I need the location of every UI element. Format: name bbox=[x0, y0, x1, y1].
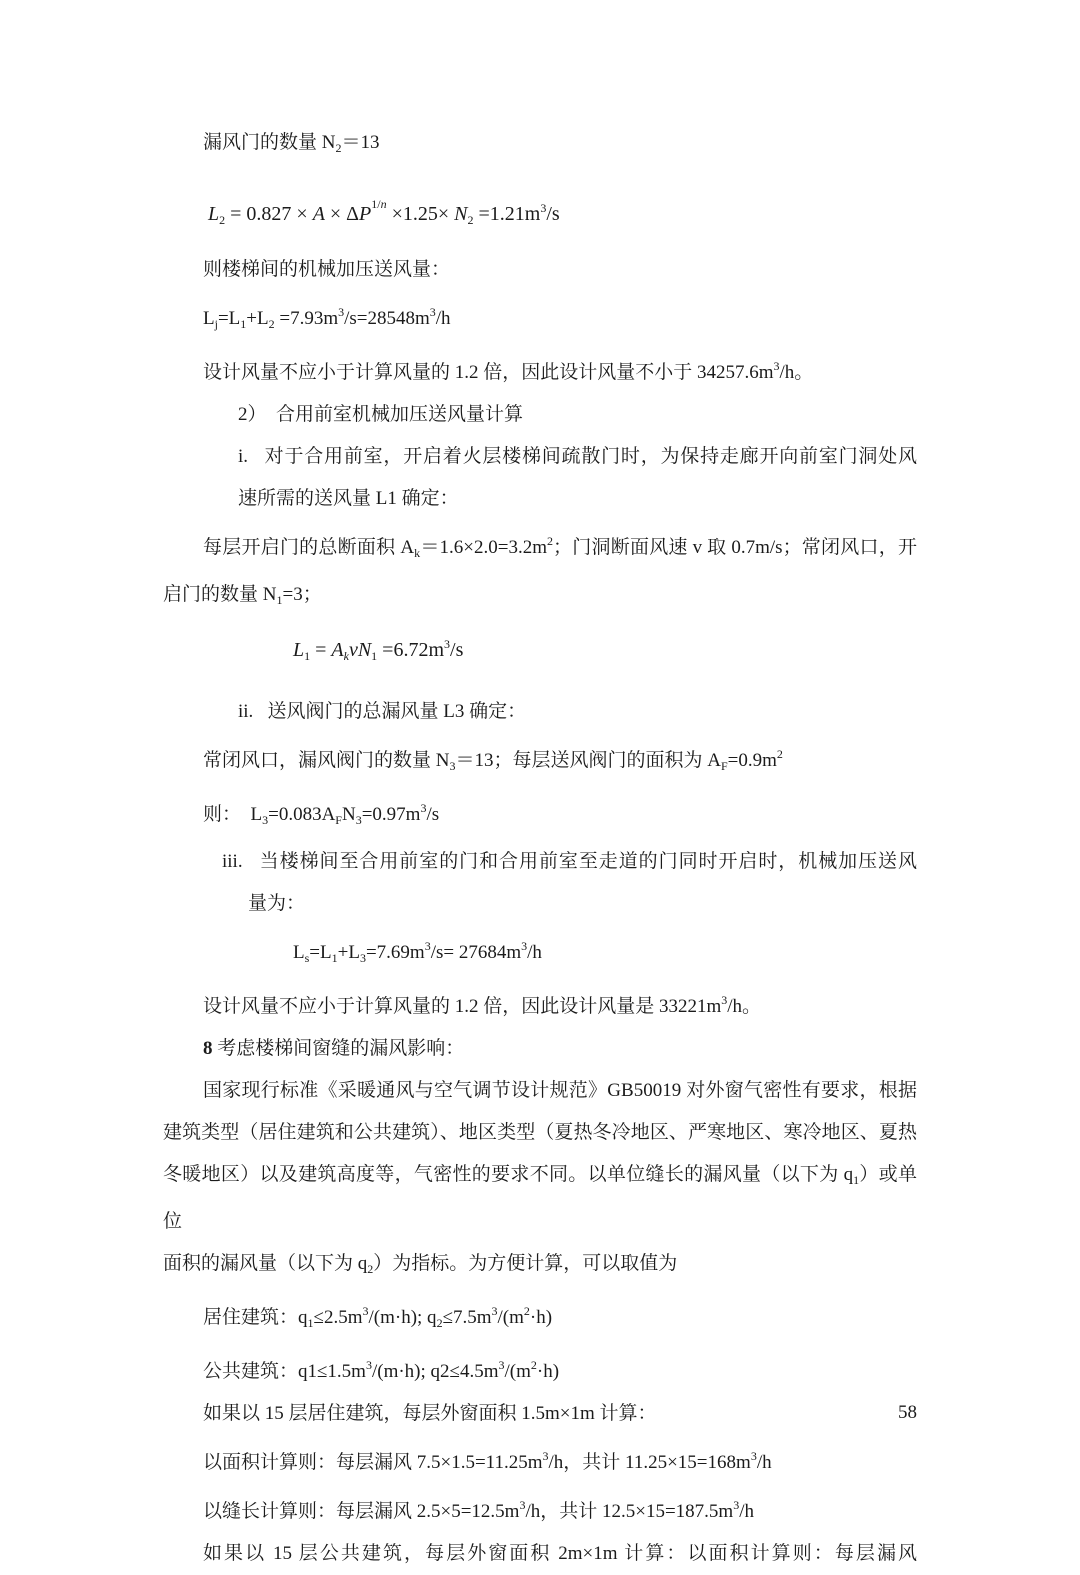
public-example: 如果以 15 层公共建筑，每层外窗面积 2m×1m 计算：以面积计算则：每层漏风 bbox=[203, 1543, 917, 1564]
public-q-limits: 公共建筑：$q1\le 1.5m^3/(m\cdot h)$; $q2\le 4.5m^3/(m^2\cdot h)$ bbox=[203, 1358, 560, 1382]
item-iii-line2: 量为： bbox=[248, 893, 306, 914]
residential-example: 如果以 15 层居住建筑，每层外窗面积 1.5m×1m 计算： bbox=[203, 1403, 657, 1424]
ak-area-line2: 启门的数量 $N_1=3$； bbox=[163, 584, 322, 607]
n3-leak-valve-line: 常闭风口，漏风阀门的数量 $N_3=13$；每层送风阀门的面积为 $A_F=0.9m^2$ bbox=[203, 747, 783, 773]
design-flow-lobby: 设计风量不应小于计算风量的 1.2 倍，因此设计风量是 $33221m^3/h$。 bbox=[203, 993, 762, 1017]
item-iii-line1: iii. 当楼梯间至合用前室的门和合用前室至走道的门同时开启时，机械加压送风 bbox=[222, 851, 917, 872]
ak-area-line1: 每层开启门的总断面积 $A_k=1.6\times 2.0=3.2m^2$；门洞断面风速 v 取 0.7m/s；常闭风口，开 bbox=[203, 534, 917, 560]
leak-door-count-n2: 漏风门的数量 $N_2=13$ bbox=[203, 132, 380, 155]
std-para-line3: 冬暖地区）以及建筑高度等，气密性的要求不同。以单位缝长的漏风量（以下为 $q_1$）或单位 bbox=[163, 1164, 917, 1232]
area-calc-result: 以面积计算则：每层漏风 $7.5\times 1.5=11.25m^3/h$，共计 $11.25\times 15=168m^3/h$ bbox=[203, 1449, 772, 1473]
l3-formula: 则： $L_3=0.083A_FN_3=0.97m^3/s$ bbox=[203, 801, 440, 827]
item-i-line2: 速所需的送风量 L1 确定： bbox=[238, 488, 459, 509]
formula-l2: $L_2 = 0.827 \times A \times \Delta P^{1/n} \times 1.25\times N_2 =1.21m^3/s$ bbox=[208, 197, 560, 227]
std-para-line4: 面积的漏风量（以下为 $q_2$）为指标。为方便计算，可以取值为 bbox=[163, 1253, 678, 1276]
formula-ls: $L_s=L_1+L_3=7.69m^3/s= 27684m^3/h$ bbox=[293, 939, 542, 965]
item-ii: ii. 送风阀门的总漏风量 L3 确定： bbox=[238, 701, 527, 722]
item-i-line1: i. 对于合用前室，开启着火层楼梯间疏散门时，为保持走廊开向前室门洞处风 bbox=[238, 446, 917, 467]
formula-l1: $L_1 = A_kvN_1 =6.72m^3/s$ bbox=[293, 637, 464, 663]
document-body bbox=[163, 122, 917, 1575]
section-2-heading: 2） 合用前室机械加压送风量计算 bbox=[238, 404, 524, 425]
std-para-line2: 建筑类型（居住建筑和公共建筑）、地区类型（夏热冬冷地区、严寒地区、寒冷地区、夏热 bbox=[163, 1122, 917, 1143]
design-flow-stairwell: 设计风量不应小于计算风量的 1.2 倍，因此设计风量不小于 $34257.6m^3/h$。 bbox=[203, 359, 814, 383]
std-para-line1: 国家现行标准《采暖通风与空气调节设计规范》GB50019 对外窗气密性有要求，根据 bbox=[203, 1080, 917, 1101]
page-number: 58 bbox=[898, 1402, 917, 1423]
residential-q-limits: 居住建筑：$q_1\le 2.5m^3/(m\cdot h)$; $q_2\le 7.5m^3/(m^2\cdot h)$ bbox=[203, 1304, 553, 1330]
seam-calc-result: 以缝长计算则：每层漏风 $2.5\times 5=12.5m^3/h$，共计 $12.5\times 15=187.5m^3/h$ bbox=[203, 1498, 754, 1522]
stairwell-supply-intro: 则楼梯间的机械加压送风量： bbox=[203, 259, 451, 280]
lj-total-formula: $L_j=L_1+L_2 =7.93m^3/s=28548m^3/h$ bbox=[203, 305, 451, 331]
section-8-heading: 8 考虑楼梯间窗缝的漏风影响： bbox=[203, 1038, 465, 1059]
